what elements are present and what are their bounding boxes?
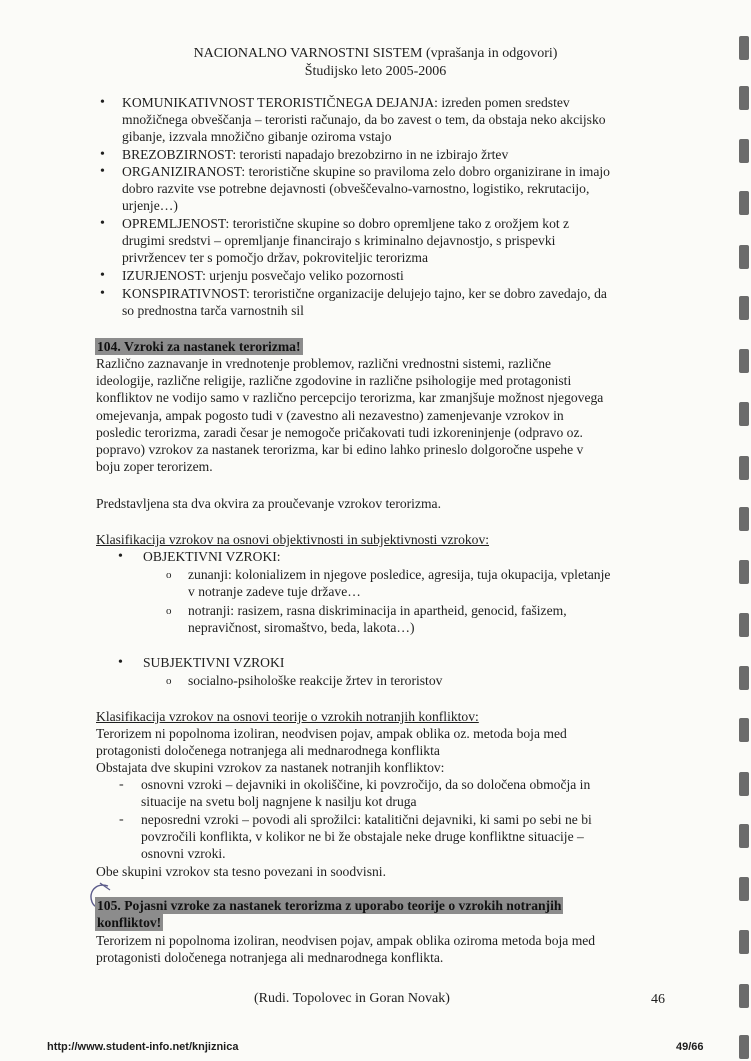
dash-glyph: -	[119, 777, 124, 792]
binder-hole	[739, 613, 749, 637]
footer-page-count: 49/66	[676, 1041, 704, 1053]
question-105-heading-line1: 105. Pojasni vzroke za nastanek terorizma z uporabo teorije o vzrokih notranjih	[97, 898, 562, 913]
bullet-glyph: •	[100, 147, 105, 162]
objective-item-internal: notranji: rasizem, rasna diskriminacija in apartheid, genocid, fašizem, nepravičnost, siromaštvo, beda, lakota…)	[188, 603, 567, 636]
classification-2-paragraph: Terorizem ni popolnoma izoliran, neodvisen pojav, ampak oblika oz. metoda boja med protagonisti določenega notranjega ali mednarodnega konflikta	[96, 726, 567, 759]
frameworks-sentence: Predstavljena sta dva okvira za proučevanje vzrokov terorizma.	[96, 496, 441, 511]
binder-hole	[739, 930, 749, 954]
bullet-glyph: •	[100, 216, 105, 231]
binder-hole	[739, 296, 749, 320]
binder-edge	[734, 0, 751, 1061]
bullet-glyph: •	[100, 95, 105, 110]
dash-item-basic-causes: osnovni vzroki – dejavniki in okoliščine, ki povzročijo, da so določena območja in situacije na svetu bolj nagnjene k nasilju kot druga	[141, 777, 591, 810]
binder-hole	[739, 245, 749, 269]
attribution: (Rudi. Topolovec in Goran Novak)	[254, 991, 450, 1006]
bullet-glyph: •	[118, 549, 123, 564]
page-number: 46	[651, 992, 665, 1007]
binder-hole	[739, 877, 749, 901]
subjective-causes-label: SUBJEKTIVNI VZROKI	[143, 655, 285, 670]
binder-hole	[739, 456, 749, 480]
binder-hole	[739, 402, 749, 426]
question-105-paragraph: Terorizem ni popolnoma izoliran, neodvisen pojav, ampak oblika oziroma metoda boja med protagonisti določenega notranjega ali mednarodnega konflikta.	[96, 933, 596, 966]
objective-causes-label: OBJEKTIVNI VZROKI:	[143, 549, 281, 564]
closing-sentence: Obe skupini vzrokov sta tesno povezani in soodvisni.	[96, 864, 386, 879]
header-title: NACIONALNO VARNOSTNI SISTEM (vprašanja in odgovori)	[193, 46, 558, 61]
classification-2-intro: Obstajata dve skupini vzrokov za nastanek notranjih konfliktov:	[96, 760, 445, 775]
list-item: KONSPIRATIVNOST: teroristične organizacije delujejo tajno, ker se dobro zavedajo, da so prednostna tarča varnostnih sil	[122, 286, 607, 319]
question-105-heading-line2: konfliktov!	[97, 915, 162, 930]
objective-item-external: zunanji: kolonializem in njegove posledice, agresija, tuja okupacija, vpletanje v notranje zadeve tuje države…	[188, 567, 611, 600]
subjective-item: socialno-psihološke reakcije žrtev in teroristov	[188, 673, 443, 688]
binder-hole	[739, 139, 749, 163]
binder-hole	[739, 86, 749, 110]
bullet-glyph: •	[118, 655, 123, 670]
dash-item-direct-causes: neposredni vzroki – povodi ali sprožilci: katalitični dejavniki, ki sami po sebi ne bi povzročili konflikta, v kolikor ne bi že obstajale neke druge konfliktne situacije – osnovni vzroki.	[141, 812, 592, 862]
binder-hole	[739, 718, 749, 742]
circle-bullet-glyph: o	[166, 675, 172, 687]
binder-hole	[739, 349, 749, 373]
question-104-paragraph: Različno zaznavanje in vrednotenje problemov, različni vrednostni sistemi, različne ideologije, različne religije, različne zgodovine in različne psihologije med protagonisti konfliktov ne vodijo samo v različno percepcijo terorizma, kar zmanjšuje možnost njegovega omejevanja, ampak pogosto tudi v (zavestno ali nezavestno) zamenjevanje vzrokov in posledic terorizma, zaradi česar je nemogoče pričakovati tudi izkoreninjenje (odpravo oz. popravo) vzrokov za nastanek terorizma, kar bi edino lahko prineslo dolgoročne uspehe v boju zoper terorizem.	[96, 356, 604, 475]
binder-hole	[739, 824, 749, 848]
classification-2-title: Klasifikacija vzrokov na osnovi teorije o vzrokih notranjih konfliktov:	[96, 709, 479, 724]
circle-bullet-glyph: o	[166, 569, 172, 581]
list-item: IZURJENOST: urjenju posvečajo veliko pozornosti	[122, 268, 404, 283]
binder-hole	[739, 1035, 749, 1059]
list-item: BREZOBZIRNOST: teroristi napadajo brezobzirno in ne izbirajo žrtev	[122, 147, 509, 162]
binder-hole	[739, 191, 749, 215]
circle-bullet-glyph: o	[166, 605, 172, 617]
bullet-glyph: •	[100, 268, 105, 283]
header-subtitle: Študijsko leto 2005-2006	[304, 64, 447, 79]
binder-hole	[739, 507, 749, 531]
binder-hole	[739, 984, 749, 1008]
binder-hole	[739, 772, 749, 796]
list-item: OPREMLJENOST: teroristične skupine so dobro opremljene tako z orožjem kot z drugimi sredstvi – opremljanje financirajo s kriminalno dejavnostjo, s prispevki privržencev ter s pomočjo držav, pokroviteljic terorizma	[122, 216, 570, 266]
classification-1-title: Klasifikacija vzrokov na osnovi objektivnosti in subjektivnosti vzrokov:	[96, 532, 490, 547]
list-item: KOMUNIKATIVNOST TERORISTIČNEGA DEJANJA: izreden pomen sredstev množičnega obveščanja – teroristi računajo, da bo zavest o tem, da obstaja neko akcijsko gibanje, izzvala množično gibanje oziroma vstajo	[122, 95, 606, 145]
bullet-glyph: •	[100, 286, 105, 301]
binder-hole	[739, 666, 749, 690]
footer-url[interactable]: http://www.student-info.net/knjiznica	[47, 1041, 239, 1053]
question-104-heading: 104. Vzroki za nastanek terorizma!	[97, 339, 301, 354]
dash-glyph: -	[119, 812, 124, 827]
bullet-glyph: •	[100, 164, 105, 179]
list-item: ORGANIZIRANOST: teroristične skupine so praviloma zelo dobro organizirane in imajo dobro razvite vse potrebne dejavnosti (obveščevalno-varnostno, logistiko, rekrutacijo, urjenje…)	[122, 164, 610, 214]
binder-hole	[739, 560, 749, 584]
